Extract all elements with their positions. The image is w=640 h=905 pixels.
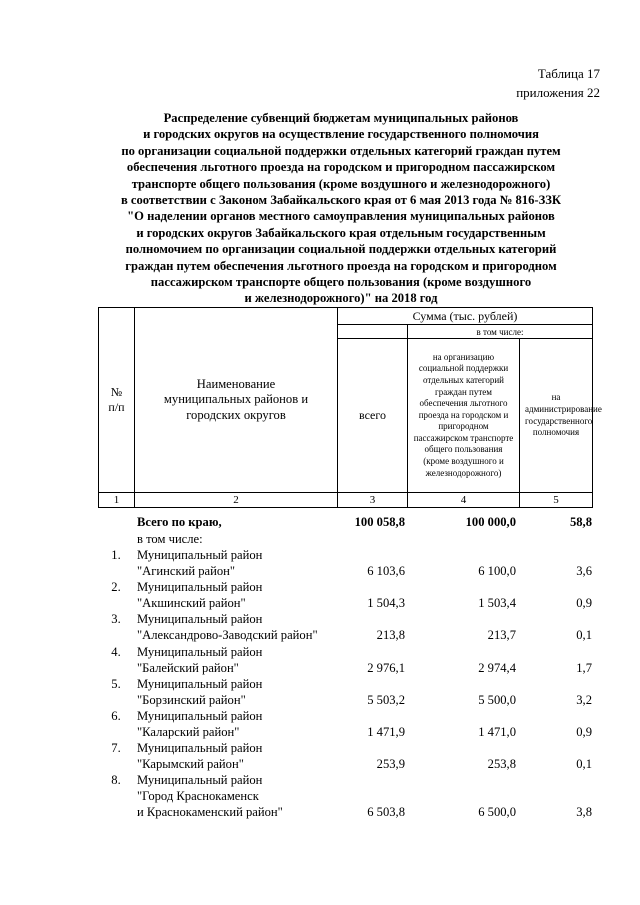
title-line: в соответствии с Законом Забайкальского края от 6 мая 2013 года № 816-ЗЗК bbox=[120, 193, 562, 208]
header-col-name: Наименование муниципальных районов и городских округов bbox=[135, 308, 338, 493]
header-col-social: на организацию социальной поддержки отдельных категорий граждан путем обеспечения льготного проезда на городском и пригородном пассажирском транспорте общего пользования (кроме воздушного и железнодорожного) bbox=[408, 339, 520, 493]
row-social: 6 500,0 bbox=[478, 805, 516, 819]
total-social-value: 100 000,0 bbox=[465, 515, 516, 529]
total-value: 100 058,8 bbox=[354, 515, 405, 529]
row-number: 1. bbox=[111, 548, 121, 562]
row-name-line2: "Борзинский район" bbox=[137, 693, 246, 707]
title-line: и городских округов на осуществление государственного полномочия bbox=[143, 127, 539, 142]
row-admin: 0,1 bbox=[576, 757, 592, 771]
row-name-line1: Муниципальный район bbox=[137, 645, 263, 659]
row-social: 213,7 bbox=[487, 628, 516, 642]
row-total: 213,8 bbox=[376, 628, 405, 642]
row-total: 2 976,1 bbox=[367, 661, 405, 675]
title-line: и железнодорожного)" на 2018 год bbox=[244, 291, 438, 306]
row-admin: 0,9 bbox=[576, 596, 592, 610]
title-line: Распределение субвенций бюджетам муниципальных районов bbox=[163, 111, 519, 125]
row-total: 253,9 bbox=[376, 757, 405, 771]
title-line: полномочием по организации социальной поддержки отдельных категорий bbox=[125, 242, 557, 257]
row-total: 1 504,3 bbox=[367, 596, 405, 610]
row-name-line2: "Каларский район" bbox=[137, 725, 240, 739]
header-sum: Сумма (тыс. рублей) bbox=[338, 308, 593, 325]
title-line: пассажирском транспорте общего пользования (кроме воздушного bbox=[150, 275, 532, 290]
column-number: 5 bbox=[520, 493, 593, 508]
total-label: Всего по краю, bbox=[137, 515, 222, 529]
row-name-line3: и Краснокаменский район" bbox=[137, 805, 283, 819]
row-number: 6. bbox=[111, 709, 121, 723]
row-total: 6 503,8 bbox=[367, 805, 405, 819]
row-number: 4. bbox=[111, 645, 121, 659]
row-number: 3. bbox=[111, 612, 121, 626]
title-line: "О наделении органов местного самоуправления муниципальных районов bbox=[127, 209, 555, 224]
column-number: 3 bbox=[338, 493, 408, 508]
column-number: 2 bbox=[135, 493, 338, 508]
row-name-line2: "Александрово-Заводский район" bbox=[137, 628, 318, 642]
row-admin: 1,7 bbox=[576, 661, 592, 675]
row-admin: 0,1 bbox=[576, 628, 592, 642]
title-line: и городских округов Забайкальского края отдельным государственным bbox=[136, 225, 546, 240]
including-label: в том числе: bbox=[137, 532, 203, 546]
title-line: граждан путем обеспечения льготного проезда на городском и пригородном bbox=[125, 258, 557, 273]
row-total: 5 503,2 bbox=[367, 693, 405, 707]
table-number: Таблица 17 bbox=[537, 66, 600, 81]
column-numbers-row bbox=[99, 493, 593, 508]
row-name-line1: Муниципальный район bbox=[137, 580, 263, 594]
row-name-line1: Муниципальный район bbox=[137, 612, 263, 626]
column-number: 1 bbox=[99, 493, 135, 508]
row-number: 5. bbox=[111, 677, 121, 691]
row-name-line2: "Акшинский район" bbox=[137, 596, 246, 610]
title-line: по организации социальной поддержки отдельных категорий граждан путем bbox=[121, 143, 561, 158]
row-number: 7. bbox=[111, 741, 121, 755]
row-social: 1 503,4 bbox=[478, 596, 516, 610]
row-name-line1: Муниципальный район bbox=[137, 773, 263, 787]
row-admin: 3,6 bbox=[576, 564, 592, 578]
table-header bbox=[98, 307, 602, 508]
row-name-line1: Муниципальный район bbox=[137, 677, 263, 691]
document-title bbox=[90, 110, 592, 307]
row-name-line1: Муниципальный район bbox=[137, 709, 263, 723]
row-name-line2: "Карымский район" bbox=[137, 757, 244, 771]
row-social: 253,8 bbox=[487, 757, 516, 771]
appendix-number: приложения 22 bbox=[516, 85, 600, 100]
row-number: 2. bbox=[111, 580, 121, 594]
table-reference bbox=[516, 64, 600, 102]
row-social: 2 974,4 bbox=[478, 661, 516, 675]
title-line: обеспечения льготного проезда на городском и пригородном пассажирском bbox=[126, 160, 556, 175]
title-line: транспорте общего пользования (кроме воздушного и железнодорожного) bbox=[131, 176, 551, 191]
header-col-number: № п/п bbox=[99, 308, 135, 493]
row-total: 6 103,6 bbox=[367, 564, 405, 578]
row-total: 1 471,9 bbox=[367, 725, 405, 739]
row-social: 1 471,0 bbox=[478, 725, 516, 739]
row-number: 8. bbox=[111, 773, 121, 787]
row-admin: 0,9 bbox=[576, 725, 592, 739]
header-including: в том числе: bbox=[408, 325, 593, 339]
column-number: 4 bbox=[408, 493, 520, 508]
header-col-total: всего bbox=[338, 339, 408, 493]
row-name-line2: "Город Краснокаменск bbox=[137, 789, 259, 803]
row-name-line1: Муниципальный район bbox=[137, 741, 263, 755]
row-admin: 3,8 bbox=[576, 805, 592, 819]
row-name-line2: "Агинский район" bbox=[137, 564, 236, 578]
row-social: 6 100,0 bbox=[478, 564, 516, 578]
row-admin: 3,2 bbox=[576, 693, 592, 707]
total-admin-value: 58,8 bbox=[569, 515, 592, 529]
row-social: 5 500,0 bbox=[478, 693, 516, 707]
row-name-line2: "Балейский район" bbox=[137, 661, 239, 675]
header-col-admin: на администрирование государственного полномочия bbox=[520, 339, 593, 493]
row-name-line1: Муниципальный район bbox=[137, 548, 263, 562]
